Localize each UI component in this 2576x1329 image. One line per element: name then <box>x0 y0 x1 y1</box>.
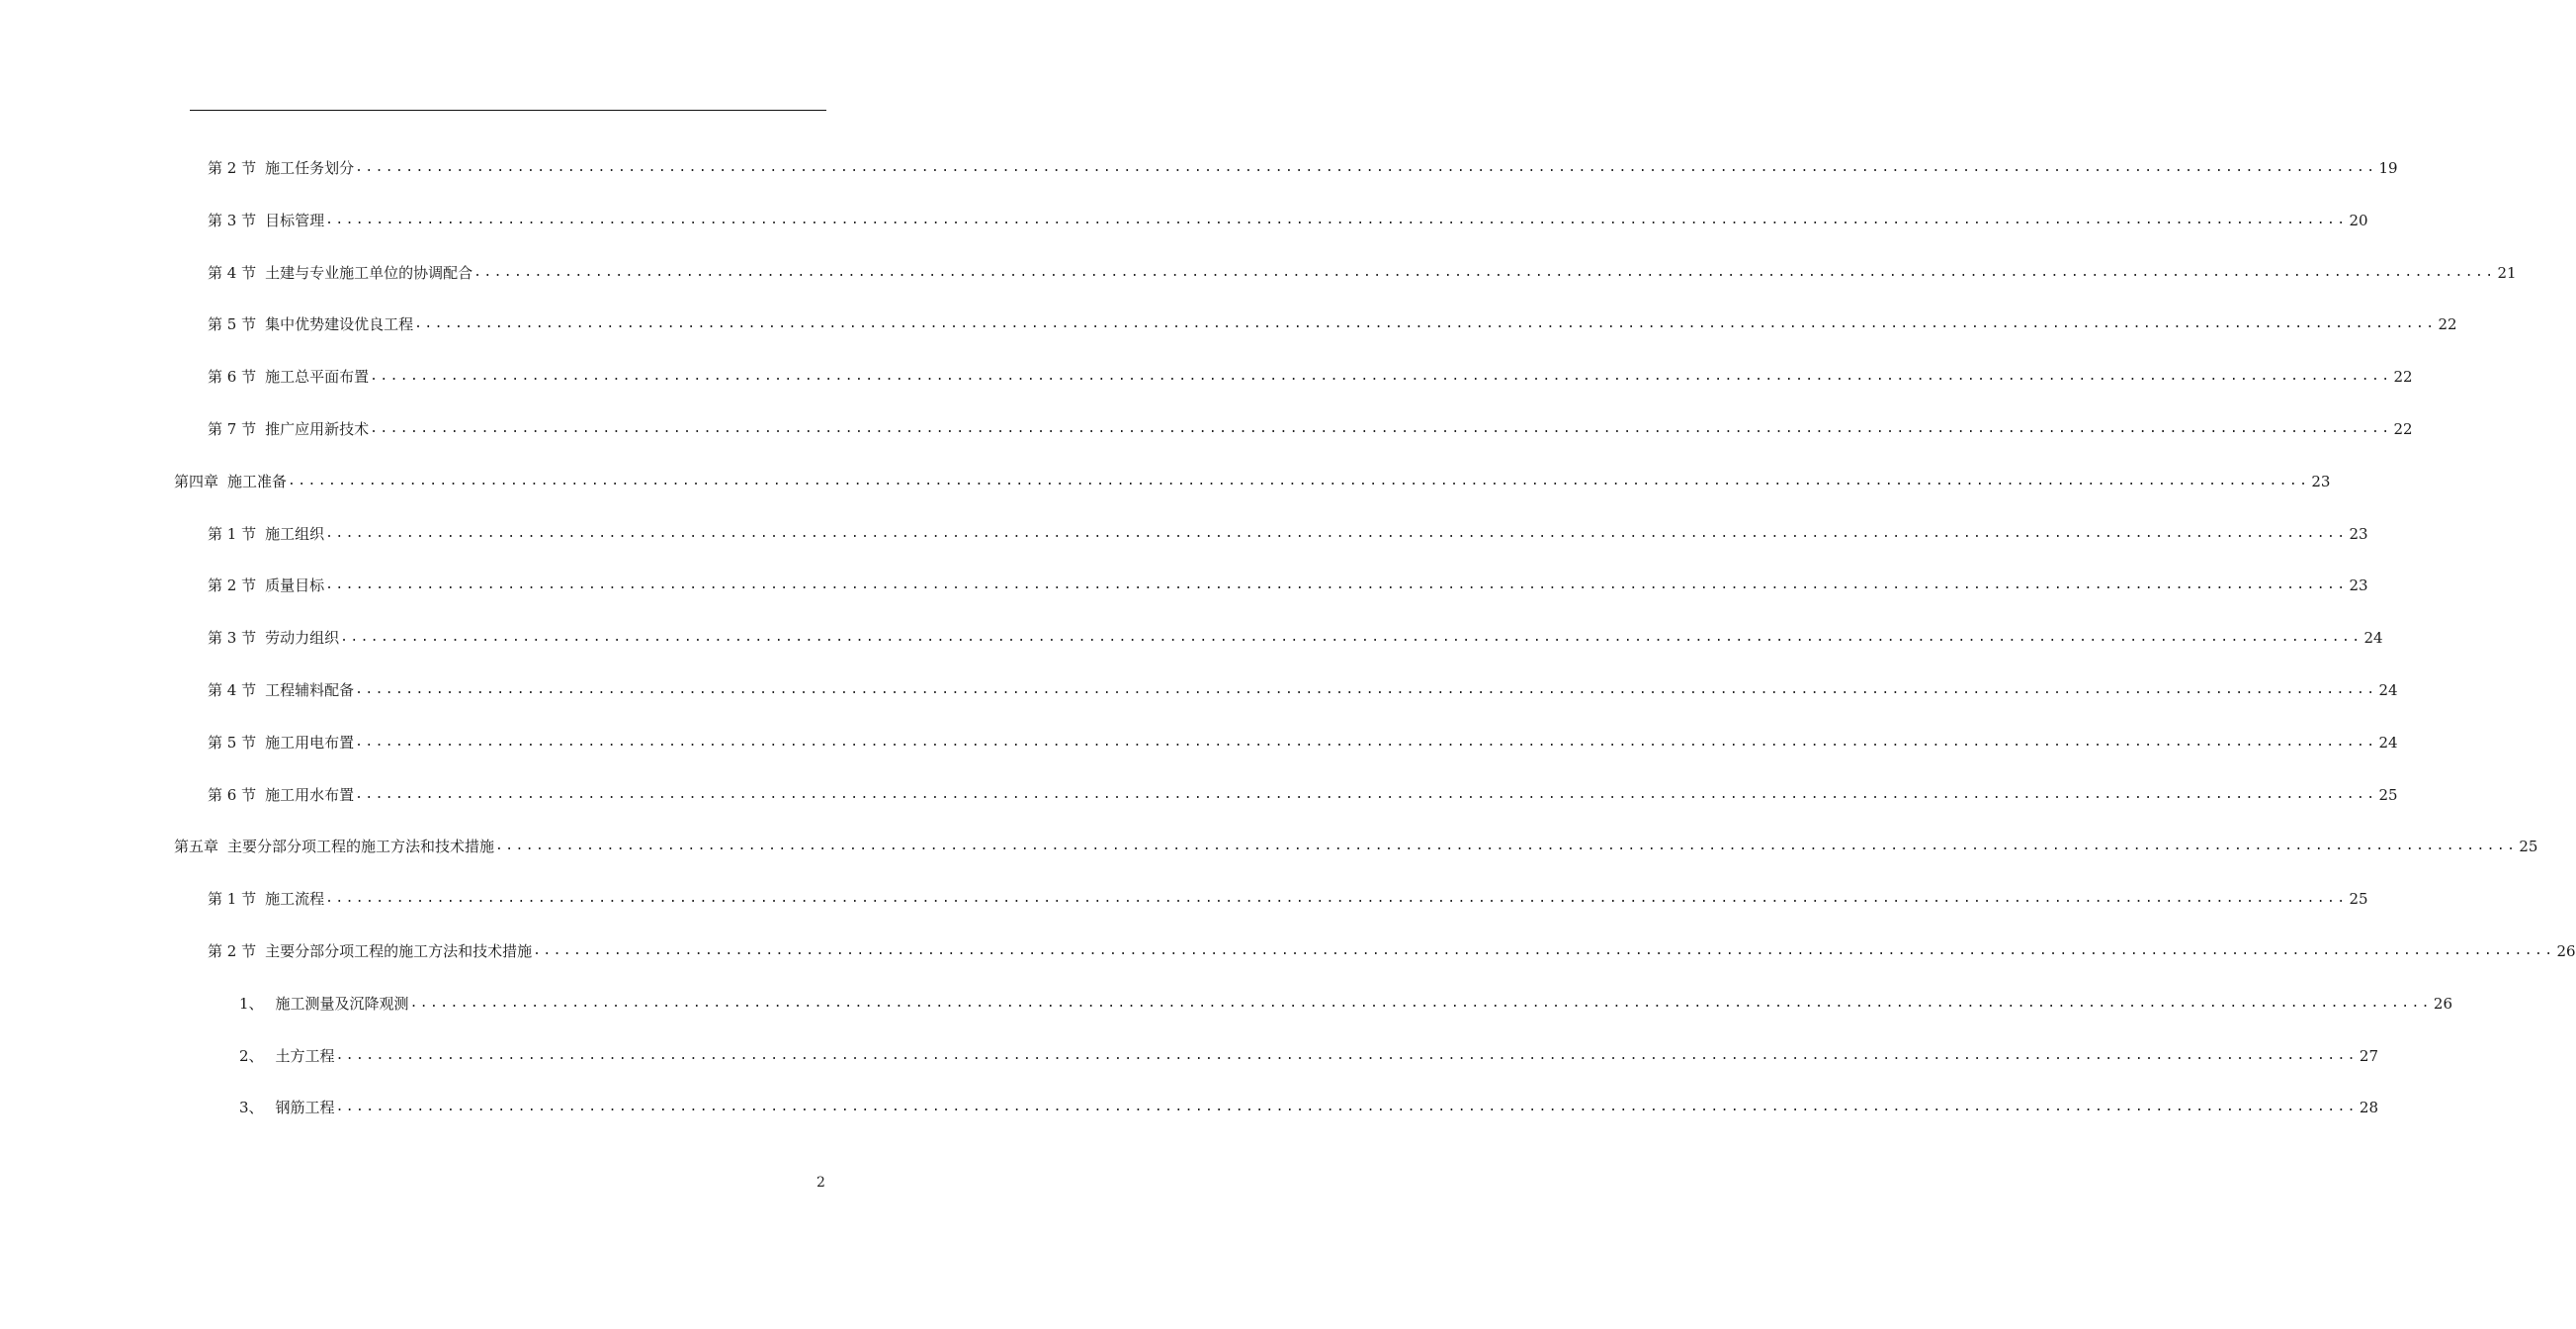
toc-entry-number: 第 3 节 <box>208 629 257 648</box>
toc-entry-page: 22 <box>2393 420 2413 438</box>
toc-entry-page: 26 <box>2556 942 2576 960</box>
toc-entry-title: 推广应用新技术 <box>265 420 370 438</box>
toc-section-entry[interactable] <box>208 624 2383 648</box>
toc-entry-page: 25 <box>2349 890 2368 909</box>
toc-dot-leader: ........................................................................................................................................................................................................ <box>325 577 2348 593</box>
toc-section-entry[interactable] <box>208 937 2576 961</box>
toc-entry-page: 24 <box>2378 681 2398 699</box>
toc-entry-number: 1、 <box>239 994 264 1013</box>
toc-chapter-entry[interactable] <box>174 468 2331 491</box>
toc-dot-leader: ........................................................................................................................................................................................................ <box>325 212 2348 227</box>
toc-section-entry[interactable] <box>208 154 2398 178</box>
toc-entry-title: 施工测量及沉降观测 <box>275 994 409 1013</box>
toc-entry-number: 第五章 <box>174 838 219 856</box>
toc-section-entry[interactable] <box>208 781 2398 805</box>
toc-entry-page: 26 <box>2433 994 2452 1013</box>
toc-entry-number: 第 4 节 <box>208 681 257 699</box>
toc-section-entry[interactable] <box>208 310 2457 334</box>
toc-dot-leader: ........................................................................................................................................................................................................ <box>335 1047 2358 1063</box>
page-number: 2 <box>816 1175 825 1191</box>
toc-entry-page: 22 <box>2393 368 2413 387</box>
toc-entry-title: 主要分部分项工程的施工方法和技术措施 <box>265 942 533 960</box>
toc-entry-title: 质量目标 <box>265 576 325 595</box>
toc-entry-title: 施工准备 <box>227 472 288 490</box>
toc-entry-title: 主要分部分项工程的施工方法和技术措施 <box>227 838 495 856</box>
toc-section-entry[interactable] <box>208 415 2413 439</box>
toc-section-entry[interactable] <box>208 259 2517 283</box>
toc-item-entry[interactable] <box>239 1042 2378 1066</box>
toc-entry-number: 第 5 节 <box>208 315 257 334</box>
toc-entry-title: 工程辅料配备 <box>265 681 355 699</box>
toc-entry-page: 25 <box>2378 785 2398 804</box>
toc-dot-leader: ........................................................................................................................................................................................................ <box>355 786 2377 802</box>
toc-entry-number: 第 6 节 <box>208 368 257 387</box>
toc-entry-page: 24 <box>2363 629 2383 648</box>
toc-dot-leader: ........................................................................................................................................................................................................ <box>355 160 2377 175</box>
toc-section-entry[interactable] <box>208 729 2398 753</box>
toc-entry-number: 第 1 节 <box>208 524 257 543</box>
toc-entry-number: 第四章 <box>174 472 219 490</box>
toc-entry-title: 施工总平面布置 <box>265 368 370 387</box>
toc-entry-number: 第 6 节 <box>208 785 257 804</box>
toc-dot-leader: ........................................................................................................................................................................................................ <box>288 473 2310 488</box>
toc-entry-page: 23 <box>2349 576 2368 595</box>
toc-dot-leader: ........................................................................................................................................................................................................ <box>325 891 2348 907</box>
toc-entry-title: 施工组织 <box>265 524 325 543</box>
toc-entry-page: 27 <box>2359 1046 2378 1065</box>
toc-dot-leader: ........................................................................................................................................................................................................ <box>370 369 2392 385</box>
toc-section-entry[interactable] <box>208 572 2368 595</box>
toc-entry-number: 第 2 节 <box>208 576 257 595</box>
toc-entry-page: 23 <box>2349 524 2368 543</box>
toc-entry-page: 19 <box>2378 159 2398 177</box>
toc-dot-leader: ........................................................................................................................................................................................................ <box>325 525 2348 541</box>
toc-entry-page: 20 <box>2349 211 2368 229</box>
toc-entry-title: 施工用电布置 <box>265 733 355 752</box>
toc-section-entry[interactable] <box>208 363 2413 387</box>
toc-entry-title: 钢筋工程 <box>275 1099 335 1117</box>
toc-chapter-entry[interactable] <box>174 833 2538 856</box>
toc-section-entry[interactable] <box>208 207 2368 230</box>
toc-entry-title: 土方工程 <box>275 1046 335 1065</box>
toc-entry-title: 土建与专业施工单位的协调配合 <box>265 263 473 282</box>
toc-dot-leader: ........................................................................................................................................................................................................ <box>340 630 2362 646</box>
toc-entry-page: 21 <box>2497 263 2517 282</box>
toc-section-entry[interactable] <box>208 885 2368 909</box>
toc-dot-leader: ........................................................................................................................................................................................................ <box>533 943 2555 958</box>
toc-entry-number: 第 7 节 <box>208 420 257 438</box>
toc-entry-page: 25 <box>2519 838 2538 856</box>
toc-entry-number: 第 5 节 <box>208 733 257 752</box>
toc-dot-leader: ........................................................................................................................................................................................................ <box>355 734 2377 750</box>
toc-dot-leader: ........................................................................................................................................................................................................ <box>355 682 2377 697</box>
toc-entry-page: 23 <box>2311 472 2331 490</box>
toc-entry-page: 28 <box>2359 1099 2378 1117</box>
toc-dot-leader: ........................................................................................................................................................................................................ <box>495 839 2518 854</box>
toc-dot-leader: ........................................................................................................................................................................................................ <box>473 264 2496 280</box>
toc-entry-number: 第 2 节 <box>208 942 257 960</box>
toc-entry-page: 24 <box>2378 733 2398 752</box>
toc-entry-title: 施工任务划分 <box>265 159 355 177</box>
toc-entry-title: 劳动力组织 <box>265 629 340 648</box>
toc-entry-number: 3、 <box>239 1099 264 1117</box>
toc-entry-title: 集中优势建设优良工程 <box>265 315 414 334</box>
toc-section-entry[interactable] <box>208 520 2368 544</box>
toc-item-entry[interactable] <box>239 990 2452 1014</box>
toc-entry-title: 施工流程 <box>265 890 325 909</box>
toc-entry-number: 第 3 节 <box>208 211 257 229</box>
toc-dot-leader: ........................................................................................................................................................................................................ <box>335 1100 2358 1115</box>
toc-entry-number: 2、 <box>239 1046 264 1065</box>
toc-entry-number: 第 4 节 <box>208 263 257 282</box>
toc-entry-title: 目标管理 <box>265 211 325 229</box>
toc-dot-leader: ........................................................................................................................................................................................................ <box>370 421 2392 436</box>
toc-entry-number: 第 2 节 <box>208 159 257 177</box>
toc-entry-title: 施工用水布置 <box>265 785 355 804</box>
toc-item-entry[interactable] <box>239 1094 2378 1117</box>
toc-entry-number: 第 1 节 <box>208 890 257 909</box>
toc-entry-page: 22 <box>2438 315 2457 334</box>
toc-section-entry[interactable] <box>208 676 2398 700</box>
toc-dot-leader: ........................................................................................................................................................................................................ <box>409 995 2432 1011</box>
toc-dot-leader: ........................................................................................................................................................................................................ <box>414 316 2437 332</box>
